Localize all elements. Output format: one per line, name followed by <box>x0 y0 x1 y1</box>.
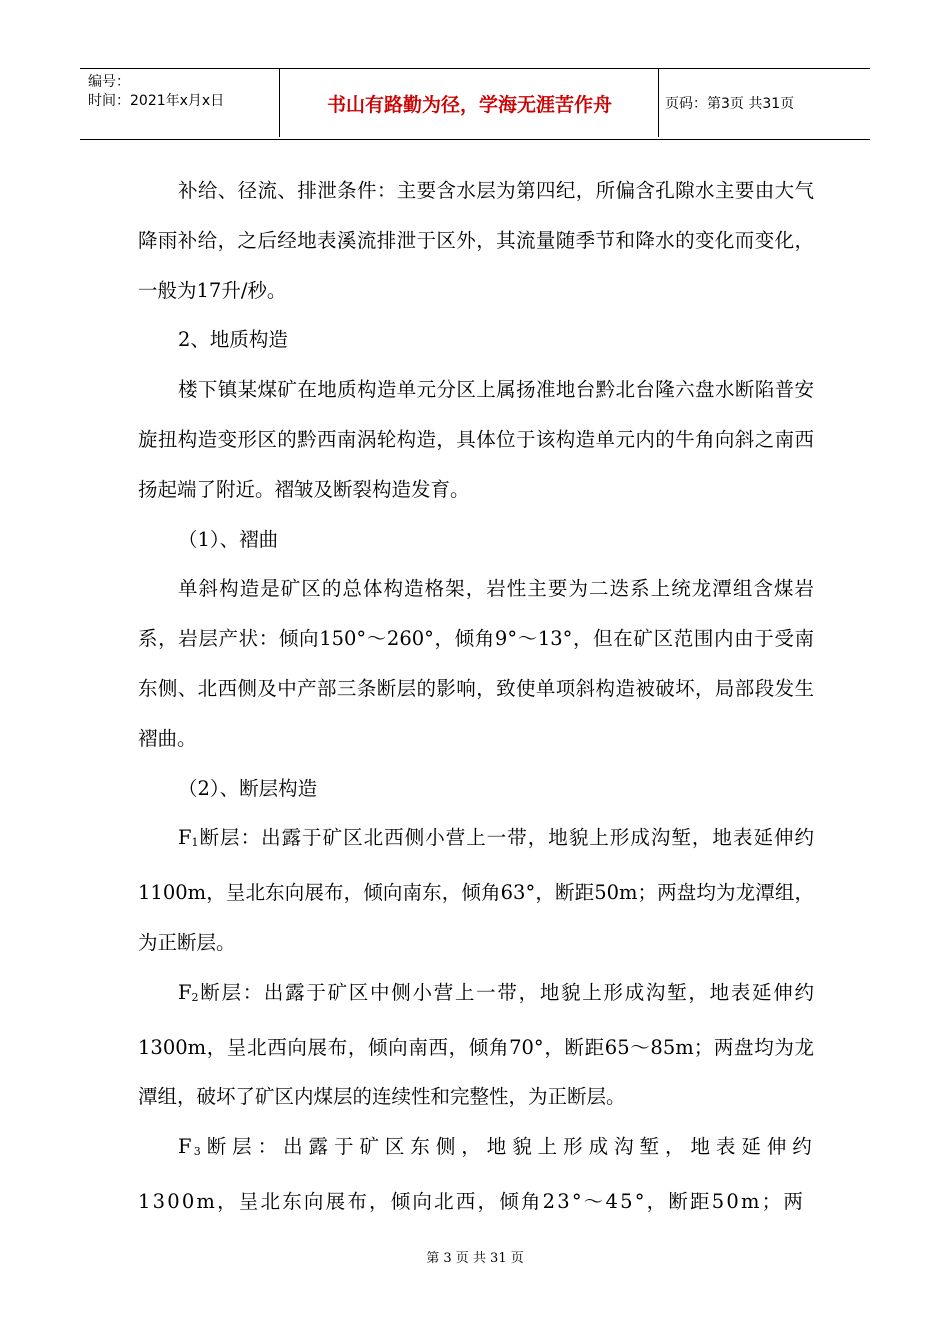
fault-label: F <box>178 980 192 1004</box>
paragraph-monocline: 单斜构造是矿区的总体构造格架，岩性主要为二迭系上统龙潭组含煤岩系，岩层产状：倾向150°～260°，倾角9°～13°，但在矿区范围内由于受南东侧、北西侧及中产部三条断层的影响，致使单项斜构造被破坏，局部段发生褶曲。 <box>138 577 814 750</box>
paragraph-structure: 楼下镇某煤矿在地质构造单元分区上属扬准地台黔北台隆六盘水断陷普安旋扭构造变形区的黔西南涡轮构造，具体位于该构造单元内的牛角向斜之南西扬起端了附近。褶皱及断裂构造发育。 <box>138 378 814 501</box>
page-footer: 第 3 页 共 31 页 <box>426 1251 524 1266</box>
fault-label: F <box>178 1135 194 1159</box>
header-meta <box>80 69 280 137</box>
fault-description: 断层：出露于矿区东侧，地貌上形成沟堑，地表延伸约1300m，呈北东向展布，倾向北西，倾角23°～45°，断距50m；两 <box>138 1135 814 1213</box>
fault-subscript: 1 <box>191 836 199 850</box>
header-motto: 书山有路勤为径，学海无涯苦作舟 <box>281 69 659 137</box>
fault-description: 断层：出露于矿区中侧小营上一带，地貌上形成沟堑，地表延伸约1300m，呈北西向展布，倾向南西，倾角70°，断距65～85m；两盘均为龙潭组，破坏了矿区内煤层的连续性和完整性，为正断层。 <box>138 980 814 1109</box>
paragraph-recharge: 补给、径流、排泄条件：主要含水层为第四纪，所偏含孔隙水主要由大气降雨补给，之后经地表溪流排泄于区外，其流量随季节和降水的变化而变化，一般为17升/秒。 <box>138 179 814 302</box>
paragraph-fault-f3 <box>138 1122 814 1227</box>
fault-subscript: 3 <box>193 1145 203 1159</box>
fault-description: 断层：出露于矿区北西侧小营上一带，地貌上形成沟堑，地表延伸约1100m，呈北东向展布，倾向南东，倾角63°，断距50m；两盘均为龙潭组，为正断层。 <box>138 826 814 954</box>
fault-subscript: 2 <box>191 990 199 1004</box>
document-number-label: 编号： <box>88 74 130 90</box>
section-heading-geology: 2、地质构造 <box>178 328 288 352</box>
fault-label: F <box>178 826 192 850</box>
paragraph-fault-f2 <box>138 968 814 1122</box>
subheading-folds: （1）、褶曲 <box>178 527 279 551</box>
document-date: 时间：2021年x月x日 <box>88 93 225 109</box>
paragraph-fault-f1 <box>138 813 814 967</box>
subheading-faults: （2）、断层构造 <box>178 776 318 800</box>
page-header <box>80 68 870 140</box>
header-page-info: 页码：第3页 共31页 <box>665 96 795 112</box>
document-body <box>138 166 814 1227</box>
